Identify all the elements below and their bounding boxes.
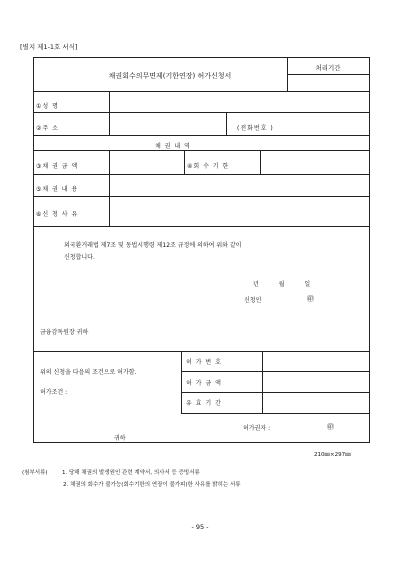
- name-label: ①성 명: [36, 103, 59, 110]
- section-title: 채 권 내 역: [155, 143, 191, 150]
- row-line: [34, 150, 369, 151]
- attachment-2: 2. 채권의 회수가 불가능(회수기한의 연장이 불가피)한 사유를 밝히는 서류: [63, 482, 241, 488]
- form-title: 채권회수의무면제(기한연장) 허가신청서: [108, 72, 232, 80]
- address-label: ②주 소: [36, 125, 59, 132]
- row-line: [34, 174, 369, 175]
- application-reason-label: ⑥신 청 사 유: [36, 211, 79, 218]
- approval-divider: [262, 351, 263, 413]
- approval-line: [181, 413, 369, 414]
- applicant-label: 신청인: [244, 297, 262, 304]
- addressee: 금융감독원장 귀하: [40, 329, 89, 336]
- row-line: [34, 91, 369, 92]
- row-line: [34, 226, 369, 227]
- collection-deadline-label: ④회 수 기 한: [187, 163, 230, 170]
- label-divider: [109, 150, 110, 226]
- form-label: [별지 제1-1호 서식]: [20, 43, 78, 51]
- approval-line: [181, 371, 369, 372]
- permit-amount-label: 허 가 금 액: [186, 380, 222, 387]
- page-number: - 95 -: [191, 523, 209, 531]
- processing-period-label: 처리기간: [315, 64, 341, 72]
- phone-label: (전화번호 ): [237, 125, 274, 132]
- paper-size: 210㎜×297㎜: [314, 452, 351, 458]
- row-line: [34, 196, 369, 197]
- validity-period-label: 유 효 기 간: [186, 400, 222, 407]
- permitter-seal: ㊞: [327, 423, 334, 431]
- attachments-label: (첨부서류): [22, 470, 48, 476]
- row-line: [34, 135, 369, 136]
- approval-line: [181, 392, 369, 393]
- permitter-label: 허가권자 :: [243, 425, 271, 432]
- statement-line2: 신청합니다.: [64, 254, 95, 261]
- phone-divider: [226, 112, 227, 135]
- label-divider: [109, 91, 110, 135]
- date: 년 월 일: [253, 281, 311, 288]
- claim-details-label: ⑤채 권 내 용: [36, 186, 79, 193]
- cell-divider: [184, 150, 185, 174]
- applicant-seal: ㊞: [307, 295, 314, 303]
- claim-amount-label: ③채 권 금 액: [36, 163, 79, 170]
- cell-divider: [260, 150, 261, 174]
- row-line: [34, 112, 369, 113]
- honorific: 귀하: [114, 435, 126, 442]
- statement-line1: 외국환거래법 제7조 및 동법시행령 제12조 규정에 의하여 위와 같이: [64, 242, 242, 249]
- attachment-1: 1. 당해 채권의 발생원인 관련 계약서, 의사서 등 증빙서류: [62, 470, 200, 476]
- condition-label: 허가조건 :: [40, 389, 68, 396]
- approval-text: 위의 신청을 다음의 조건으로 허가함.: [40, 369, 137, 376]
- approval-divider: [181, 351, 182, 413]
- row-line: [34, 351, 369, 352]
- permit-number-label: 허 가 번 호: [186, 359, 222, 366]
